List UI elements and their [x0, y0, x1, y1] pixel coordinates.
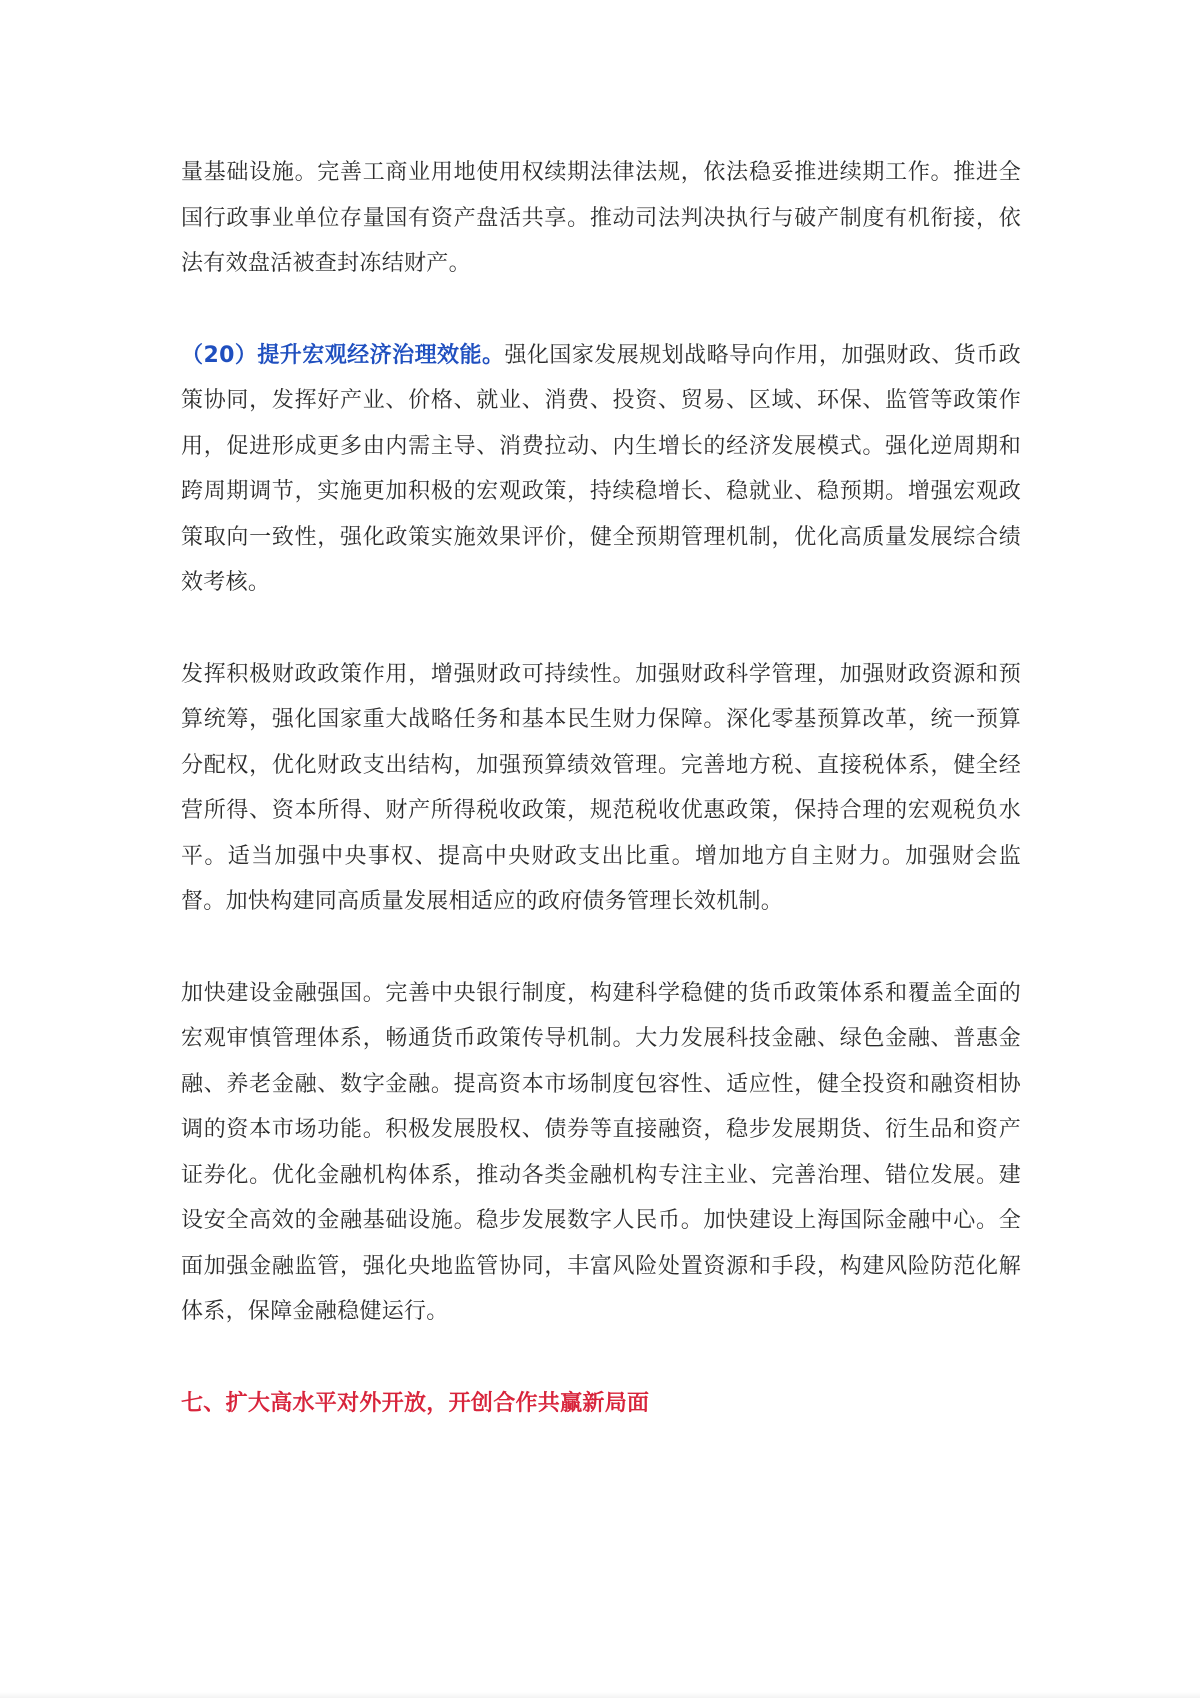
paragraph-text: 发挥积极财政政策作用，增强财政可持续性。加强财政科学管理，加强财政资源和预算统筹，强化国家重大战略任务和基本民生财力保障。深化零基预算改革，统一预算分配权，优化财政支出结构，加强预算绩效管理。完善地方税、直接税体系，健全经营所得、资本所得、财产所得税收政策，规范税收优惠政策，保持合理的宏观税负水平。适当加强中央事权、提高中央财政支出比重。增加地方自主财力。加强财会监督。加快构建同高质量发展相适应的政府债务管理长效机制。	[181, 661, 1021, 914]
paragraph-lead-heading: （20）提升宏观经济治理效能。	[181, 342, 505, 368]
paragraph-infrastructure	[181, 150, 1021, 287]
paragraph-fiscal-policy	[181, 652, 1021, 925]
document-body	[181, 150, 1021, 1426]
paragraph-text: 加快建设金融强国。完善中央银行制度，构建科学稳健的货币政策体系和覆盖全面的宏观审慎管理体系，畅通货币政策传导机制。大力发展科技金融、绿色金融、普惠金融、养老金融、数字金融。提高资本市场制度包容性、适应性，健全投资和融资相协调的资本市场功能。积极发展股权、债券等直接融资，稳步发展期货、衍生品和资产证券化。优化金融机构体系，推动各类金融机构专注主业、完善治理、错位发展。建设安全高效的金融基础设施。稳步发展数字人民币。加快建设上海国际金融中心。全面加强金融监管，强化央地监管协同，丰富风险处置资源和手段，构建风险防范化解体系，保障金融稳健运行。	[181, 980, 1021, 1324]
paragraph-text: 强化国家发展规划战略导向作用，加强财政、货币政策协同，发挥好产业、价格、就业、消费、投资、贸易、区域、环保、监管等政策作用，促进形成更多由内需主导、消费拉动、内生增长的经济发展模式。强化逆周期和跨周期调节，实施更加积极的宏观政策，持续稳增长、稳就业、稳预期。增强宏观政策取向一致性，强化政策实施效果评价，健全预期管理机制，优化高质量发展综合绩效考核。	[181, 342, 1021, 595]
paragraph-text: 量基础设施。完善工商业用地使用权续期法律法规，依法稳妥推进续期工作。推进全国行政事业单位存量国有资产盘活共享。推动司法判决执行与破产制度有机衔接，依法有效盘活被查封冻结财产。	[181, 160, 1021, 276]
section-heading-opening-up: 七、扩大高水平对外开放，开创合作共赢新局面	[181, 1390, 650, 1416]
page-bottom-edge	[0, 1692, 1200, 1698]
paragraph-macro-governance	[181, 333, 1021, 606]
paragraph-financial-power	[181, 971, 1021, 1335]
